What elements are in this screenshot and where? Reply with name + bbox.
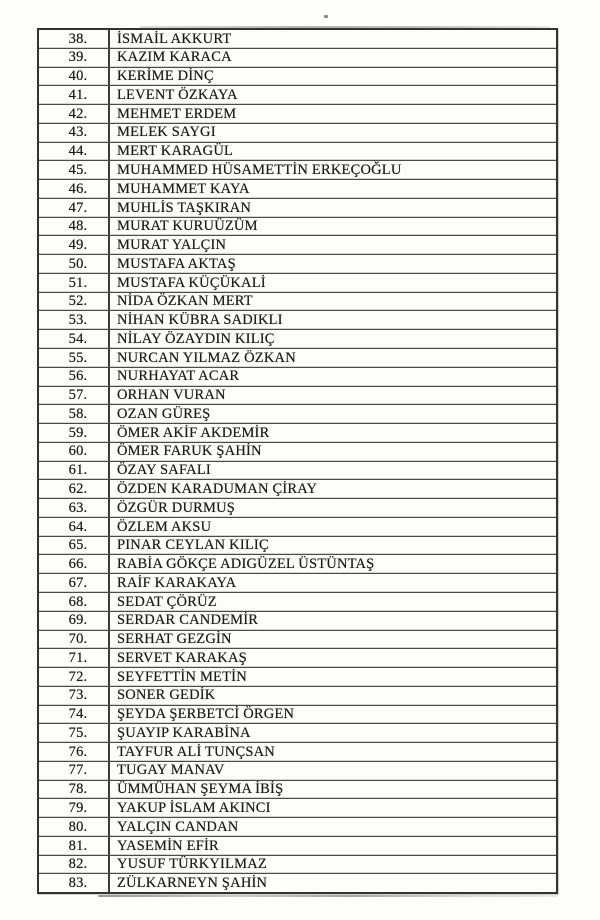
row-name-cell: SONER GEDİK (117, 687, 216, 704)
row-name-cell: ŞUAYIP KARABİNA (117, 724, 251, 741)
table-row (39, 85, 556, 104)
row-number-cell: 44. (39, 143, 110, 161)
row-number-cell: 64. (39, 518, 110, 536)
row-number-cell: 49. (39, 236, 110, 254)
row-name-cell: NİLAY ÖZAYDIN KILIÇ (117, 330, 275, 347)
table-row (39, 686, 556, 705)
row-number-cell: 48. (39, 218, 110, 236)
table-row (39, 442, 556, 461)
table-row (39, 592, 556, 611)
row-name-cell: ÖMER FARUK ŞAHİN (117, 443, 262, 460)
scan-artifact-bottom-smudge (98, 895, 558, 897)
table-row (39, 573, 556, 592)
row-number-cell: 40. (39, 68, 110, 86)
table-row (39, 630, 556, 649)
row-name-cell: ÖMER AKİF AKDEMİR (117, 424, 270, 441)
row-name-cell: LEVENT ÖZKAYA (117, 86, 238, 103)
row-name-cell: SERDAR CANDEMİR (117, 612, 259, 629)
table-row (39, 705, 556, 724)
table-row (39, 554, 556, 573)
row-name-cell: NİHAN KÜBRA SADIKLI (117, 312, 283, 329)
row-number-cell: 67. (39, 574, 110, 592)
row-number-cell: 58. (39, 405, 110, 423)
row-name-cell: TUGAY MANAV (117, 762, 225, 779)
table-row (39, 761, 556, 780)
row-name-cell: ZÜLKARNEYN ŞAHİN (117, 875, 268, 892)
row-name-cell: ÜMMÜHAN ŞEYMA İBİŞ (117, 781, 284, 798)
row-number-cell: 69. (39, 612, 110, 630)
row-name-cell: YAKUP İSLAM AKINCI (117, 800, 271, 817)
row-name-cell: SERVET KARAKAŞ (117, 649, 247, 666)
row-number-cell: 46. (39, 180, 110, 198)
row-name-cell: ÖZAY SAFALI (117, 462, 211, 479)
row-number-cell: 76. (39, 743, 110, 761)
table-row (39, 817, 556, 836)
row-name-cell: SERHAT GEZGİN (117, 631, 232, 648)
row-name-cell: NURHAYAT ACAR (117, 368, 240, 385)
table-row (39, 536, 556, 555)
row-number-cell: 74. (39, 706, 110, 724)
table-row (39, 386, 556, 405)
table-row (39, 292, 556, 311)
table-row (39, 461, 556, 480)
row-number-cell: 65. (39, 537, 110, 555)
table-row (39, 198, 556, 217)
row-name-cell: NURCAN YILMAZ ÖZKAN (117, 349, 296, 366)
row-number-cell: 42. (39, 105, 110, 123)
row-number-cell: 68. (39, 593, 110, 611)
row-name-cell: İSMAİL AKKURT (117, 30, 232, 47)
table-row (39, 873, 556, 892)
table-row (39, 855, 556, 874)
table-row (39, 30, 556, 48)
row-number-cell: 45. (39, 161, 110, 179)
table-row (39, 142, 556, 161)
table-row (39, 48, 556, 67)
row-name-cell: ORHAN VURAN (117, 387, 226, 404)
name-list-table (37, 28, 558, 894)
row-number-cell: 39. (39, 49, 110, 67)
row-number-cell: 60. (39, 443, 110, 461)
row-name-cell: MUHAMMED HÜSAMETTİN ERKEÇOĞLU (117, 161, 402, 178)
row-name-cell: YUSUF TÜRKYILMAZ (117, 856, 267, 873)
row-name-cell: NİDA ÖZKAN MERT (117, 293, 253, 310)
row-number-cell: 83. (39, 874, 110, 892)
table-row (39, 254, 556, 273)
row-name-cell: MUSTAFA AKTAŞ (117, 255, 236, 272)
table-row (39, 179, 556, 198)
table-row (39, 798, 556, 817)
row-number-cell: 55. (39, 349, 110, 367)
table-row (39, 67, 556, 86)
table-row (39, 667, 556, 686)
table-row (39, 104, 556, 123)
table-row (39, 235, 556, 254)
row-name-cell: OZAN GÜREŞ (117, 405, 211, 422)
table-row (39, 123, 556, 142)
row-number-cell: 41. (39, 86, 110, 104)
row-number-cell: 78. (39, 781, 110, 799)
table-row (39, 648, 556, 667)
row-number-cell: 77. (39, 762, 110, 780)
row-number-cell: 50. (39, 255, 110, 273)
scan-artifact-speck (324, 15, 328, 18)
table-row (39, 423, 556, 442)
table-row (39, 367, 556, 386)
table-row (39, 498, 556, 517)
row-name-cell: KERİME DİNÇ (117, 68, 214, 85)
table-row (39, 611, 556, 630)
table-row (39, 836, 556, 855)
row-name-cell: ÖZLEM AKSU (117, 518, 212, 535)
table-row (39, 160, 556, 179)
table-row (39, 479, 556, 498)
row-name-cell: TAYFUR ALİ TUNÇSAN (117, 743, 275, 760)
row-name-cell: ÖZDEN KARADUMAN ÇİRAY (117, 481, 318, 497)
table-row (39, 329, 556, 348)
row-number-cell: 73. (39, 687, 110, 705)
table-row (39, 217, 556, 236)
row-name-cell: MUHAMMET KAYA (117, 180, 250, 197)
table-row (39, 780, 556, 799)
row-number-cell: 56. (39, 368, 110, 386)
row-number-cell: 63. (39, 499, 110, 517)
table-row (39, 310, 556, 329)
row-number-cell: 70. (39, 631, 110, 649)
row-number-cell: 62. (39, 480, 110, 498)
row-name-cell: MURAT YALÇIN (117, 237, 227, 254)
table-row (39, 273, 556, 292)
row-number-cell: 47. (39, 199, 110, 217)
row-number-cell: 72. (39, 668, 110, 686)
row-number-cell: 43. (39, 124, 110, 142)
row-name-cell: RAİF KARAKAYA (117, 574, 237, 591)
row-number-cell: 82. (39, 856, 110, 874)
row-name-cell: YALÇIN CANDAN (117, 818, 239, 835)
row-name-cell: ŞEYDA ŞERBETCİ ÖRGEN (117, 706, 295, 723)
row-name-cell: MEHMET ERDEM (117, 105, 237, 122)
row-number-cell: 38. (39, 30, 110, 48)
row-name-cell: PINAR CEYLAN KILIÇ (117, 537, 269, 554)
row-number-cell: 75. (39, 724, 110, 742)
row-number-cell: 51. (39, 274, 110, 292)
table-row (39, 742, 556, 761)
table-row (39, 517, 556, 536)
row-name-cell: SEYFETTİN METİN (117, 668, 247, 685)
row-name-cell: MUSTAFA KÜÇÜKALİ (117, 274, 266, 291)
table-row (39, 723, 556, 742)
row-number-cell: 54. (39, 330, 110, 348)
row-name-cell: MUHLİS TAŞKIRAN (117, 199, 252, 216)
row-name-cell: MERT KARAGÜL (117, 143, 234, 160)
table-row (39, 348, 556, 367)
table-row (39, 404, 556, 423)
row-name-cell: RABİA GÖKÇE ADIGÜZEL ÜSTÜNTAŞ (117, 556, 375, 573)
row-number-cell: 81. (39, 837, 110, 855)
row-number-cell: 71. (39, 649, 110, 667)
row-name-cell: MELEK SAYGI (117, 124, 216, 141)
row-name-cell: KAZIM KARACA (117, 49, 232, 66)
row-number-cell: 53. (39, 311, 110, 329)
row-number-cell: 79. (39, 799, 110, 817)
row-name-cell: MURAT KURUÜZÜM (117, 218, 258, 235)
row-number-cell: 57. (39, 387, 110, 405)
row-number-cell: 59. (39, 424, 110, 442)
row-number-cell: 66. (39, 555, 110, 573)
row-name-cell: ÖZGÜR DURMUŞ (117, 499, 236, 516)
row-name-cell: YASEMİN EFİR (117, 837, 219, 854)
row-number-cell: 80. (39, 818, 110, 836)
row-name-cell: SEDAT ÇÖRÜZ (117, 593, 217, 610)
row-number-cell: 52. (39, 293, 110, 311)
row-number-cell: 61. (39, 462, 110, 480)
